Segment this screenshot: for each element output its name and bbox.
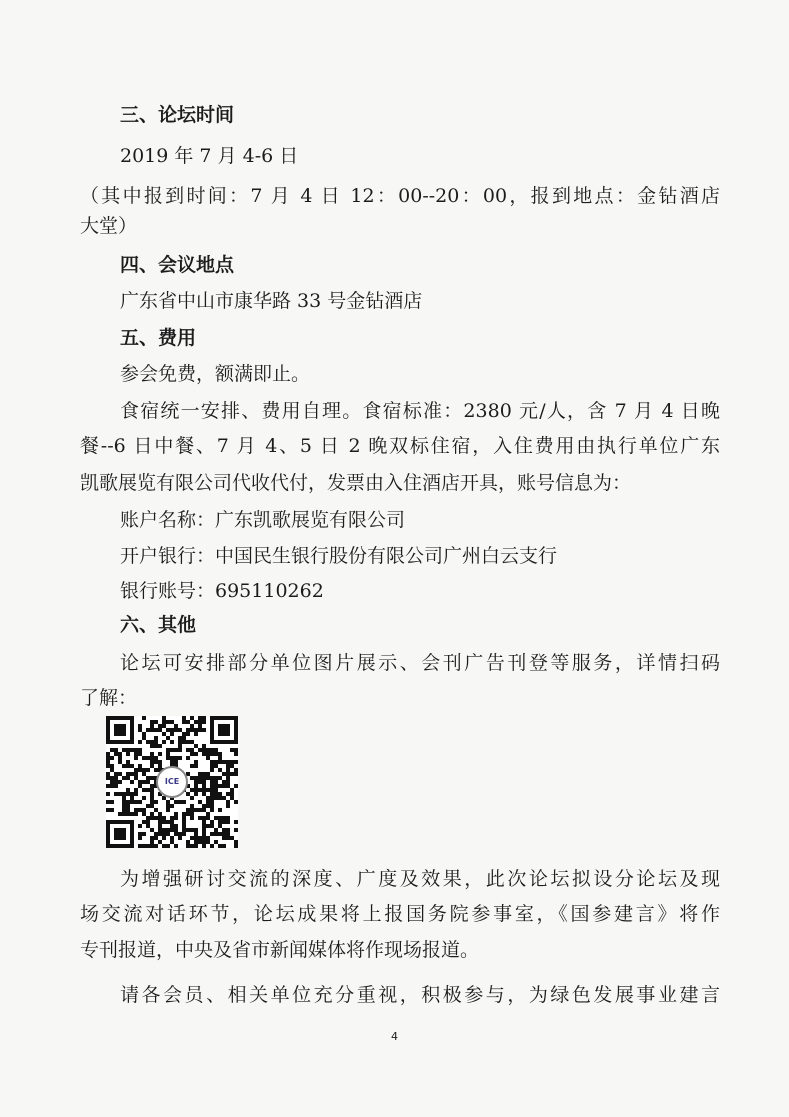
section-heading-other: 六、其他	[120, 614, 197, 636]
section-heading-fees: 五、费用	[120, 327, 197, 349]
section-heading-time: 三、论坛时间	[120, 104, 235, 126]
closing-paragraph: 为增强研讨交流的深度、广度及效果，此次论坛拟设分论坛及现	[120, 868, 720, 890]
closing-paragraph-cont2: 专刊报道，中央及省市新闻媒体将作现场报道。	[80, 939, 480, 961]
page-number: 4	[391, 1030, 398, 1043]
closing-paragraph-cont1: 场交流对话环节，论坛成果将上报国务院参事室，《国参建言》将作	[80, 903, 720, 925]
section-heading-venue: 四、会议地点	[120, 254, 235, 276]
closing-appeal: 请各会员、相关单位充分重视，积极参与，为绿色发展事业建言	[120, 984, 720, 1006]
qr-logo: ICE	[156, 766, 188, 798]
qr-code[interactable]	[106, 716, 238, 848]
account-number: 银行账号：695110262	[120, 580, 324, 602]
account-name: 账户名称：广东凯歌展览有限公司	[120, 509, 406, 531]
bank-name: 开户银行：中国民生银行股份有限公司广州白云支行	[120, 545, 558, 567]
venue-address: 广东省中山市康华路 33 号金钻酒店	[120, 290, 423, 312]
forum-date: 2019 年 7 月 4-6 日	[120, 145, 299, 167]
lodging-paragraph-cont1: 餐--6 日中餐、7 月 4、5 日 2 晚双标住宿，入住费用由执行单位广东	[80, 435, 720, 457]
registration-note-cont: 大堂）	[80, 215, 138, 237]
registration-note: （其中报到时间：7 月 4 日 12：00--20：00，报到地点：金钻酒店	[80, 185, 720, 207]
other-services-text: 论坛可安排部分单位图片展示、会刊广告刊登等服务，详情扫码	[120, 652, 720, 674]
lodging-paragraph: 食宿统一安排、费用自理。食宿标准：2380 元/人，含 7 月 4 日晚	[120, 400, 720, 422]
fee-free-note: 参会免费，额满即止。	[120, 363, 311, 385]
lodging-paragraph-cont2: 凯歌展览有限公司代收代付，发票由入住酒店开具，账号信息为：	[80, 472, 632, 494]
other-services-text-cont: 了解：	[80, 687, 138, 709]
